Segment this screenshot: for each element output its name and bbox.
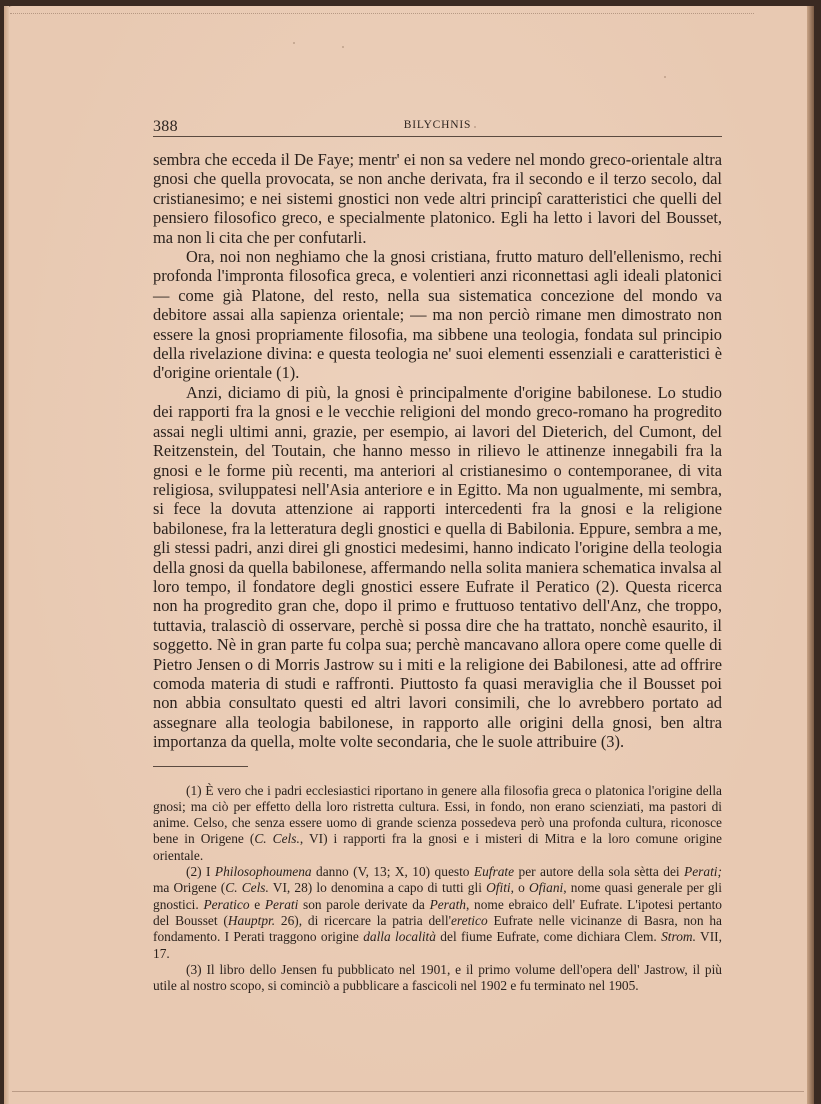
paragraph: sembra che ecceda il De Faye; mentr' ei non sa vedere nel mondo greco-orientale altra gnosi che quella provocata, se non anche derivata, fra il secondo e il terzo secolo, dal cristianesimo; e nei sistemi gnostici non vede altri principî caratteristici che quelli del pensiero filosofico greco, e specialmente platonico. Egli ha letto i lavori del Bousset, ma non li cita che per confutarli. [153,150,722,247]
footnote-3 [153,962,722,995]
footnote-italic-segment: Perati [264,896,299,912]
footnote-segment: ma Origene ( [153,880,226,896]
footnote-segment: , VI) i rapporti fra la gnosi e i misteri di Mitra e la loro comune origine orientale. [153,831,722,863]
top-edge-mark [10,13,754,14]
footnote-italic-segment: C. Cels. [225,880,269,896]
footnote-italic-segment: Eufrate [473,864,515,880]
footnote-1 [153,783,722,864]
footnote-italic-segment: Perath [429,896,467,912]
footnote-italic-segment: Peratico [203,896,250,912]
footnote-segment: , o [510,880,530,896]
footnotes [153,783,722,995]
paper-speck [664,76,666,78]
footnote-italic-segment: dalla località [363,929,436,945]
footnote-segment: del fiume Eufrate, come dichiara Clem. [435,929,662,945]
footnote-segment: (1) È vero che i padri ecclesiastici riportano in genere alla filosofia greca o platonica l'origine della gnosi; ma ciò per effetto della loro ristretta cultura. Essi, in fondo, non erano scienziati, ma pastori di anime. Celso, che senza essere uomo di grande scienza possedeva però una profonda cultura, riconosce bene in Origene ( [153,782,722,847]
footnote-italic-segment: Strom. [661,929,696,945]
footnote-italic-segment: Ofiani [529,880,564,896]
footnote-segment: per autore della sola sètta dei [514,864,685,880]
footnote-segment: VI, 28) lo denomina a capo di tutti gli [268,880,487,896]
page-number: 388 [153,118,178,135]
footnote-segment: VII, 17. [153,929,722,961]
footnote-italic-segment: Hauptpr. [227,912,276,928]
footnote-segment: (2) I [186,864,215,880]
page-left-edge [4,6,9,1104]
footnote-segment: , nome quasi generale per gli gnostici. [153,880,722,912]
running-header [153,111,722,137]
header-rule [153,136,722,137]
footnote-segment: (3) Il libro dello Jensen fu pubblicato nel 1901, e il primo volume dell'opera dell' Jastrow, il più utile al nostro scopo, si cominciò a pubblicare a fascicoli nel 1902 e fu terminato nel 1905. [153,961,722,994]
footnote-italic-segment: Ofiti [486,880,511,896]
paragraph: Anzi, diciamo di più, la gnosi è principalmente d'origine babilonese. Lo studio dei rapporti fra la gnosi e le vecchie religioni del mondo greco-romano ha progredito assai negli ultimi anni, grazie, per esempio, ai lavori del Dieterich, del Cumont, del Reitzenstein, del Toutain, che hanno messo in rilievo le attinenze innegabili fra la gnosi e le forme più recenti, ma anteriori al cristianesimo o contemporanee, di vita religiosa, sviluppatesi nell'Asia anteriore e in Egitto. Ma non ugualmente, mi sembra, si fece la dovuta attenzione ai rapporti intercedenti fra la gnosi e la religione babilonese, fra la letteratura degli gnostici e quella di Babilonia. Eppure, sembra a me, gli stessi padri, anzi direi gli gnostici medesimi, hanno indicato l'origine della teologia della gnosi da quella babilonese, affermando nella solita maniera schematica invalsa al loro tempo, il fondatore degli gnostici essere Eufrate il Peratico (2). Questa ricerca non ha progredito gran che, dopo il primo e fruttuoso tentativo dell'Anz, che troppo, tuttavia, tralasciò di osservare, perchè si possa dire che ha trattato, nonchè esaurito, il soggetto. Nè in gran parte fu colpa sua; perchè mancavano allora opere come quelle di Pietro Jensen o di Morris Jastrow su i miti e la religione dei Babilonesi, atte ad offrire comoda materia di studi e raffronti. Piuttosto fa quasi meraviglia che il Bousset poi non abbia consultato questi ed altri lavori consimili, che lo avrebbero portato ad assegnare alla teologia babilonese, in rapporto alle origini della gnosi, ben altra importanza da quella, molte volte secondaria, che le suole attribuire (3). [153,382,722,752]
page-right-edge-shadow [807,6,814,1104]
paragraph: Ora, noi non neghiamo che la gnosi cristiana, frutto maturo dell'ellenismo, rechi profonda l'impronta filosofica greca, e volentieri anzi riconnettasi agli ideali platonici — come già Platone, del resto, nella sua sistematica concezione del mondo va debitore assai alla sapienza orientale; — ma non perciò rimane men dimostrato non essere la gnosi propriamente filosofia, ma sibbene una teologia, fondata sul principio della rivelazione divina: e questa teologia ne' suoi elementi essenziali e caratteristici è d'origine orientale (1). [153,247,722,383]
footnote-segment: son parole derivate da [298,896,430,912]
footnote-italic-segment: eretico [450,912,488,928]
body-text [153,150,722,752]
paper-speck [342,46,344,48]
paper-speck [293,42,295,44]
footnote-segment: e [249,896,265,912]
footnote-separator [153,766,248,767]
footnote-segment: danno (V, 13; X, 10) questo [311,864,474,880]
text-column [153,150,722,994]
footnote-2 [153,864,722,962]
footnote-italic-segment: Perati; [684,864,722,880]
footnote-italic-segment: C. Cels. [254,831,300,847]
bottom-edge-mark [12,1091,804,1092]
footnote-segment: , nome ebraico dell' Eufrate. L'ipotesi pertanto del Bousset ( [153,896,722,928]
running-title: BILYCHNIS [403,119,472,131]
footnote-italic-segment: Philosophoumena [214,864,312,880]
footnote-segment: 26), di ricercare la patria dell' [275,912,451,928]
footnote-segment: Eufrate nelle vicinanze di Basra, non ha fondamento. I Perati traggono origine [153,912,722,945]
